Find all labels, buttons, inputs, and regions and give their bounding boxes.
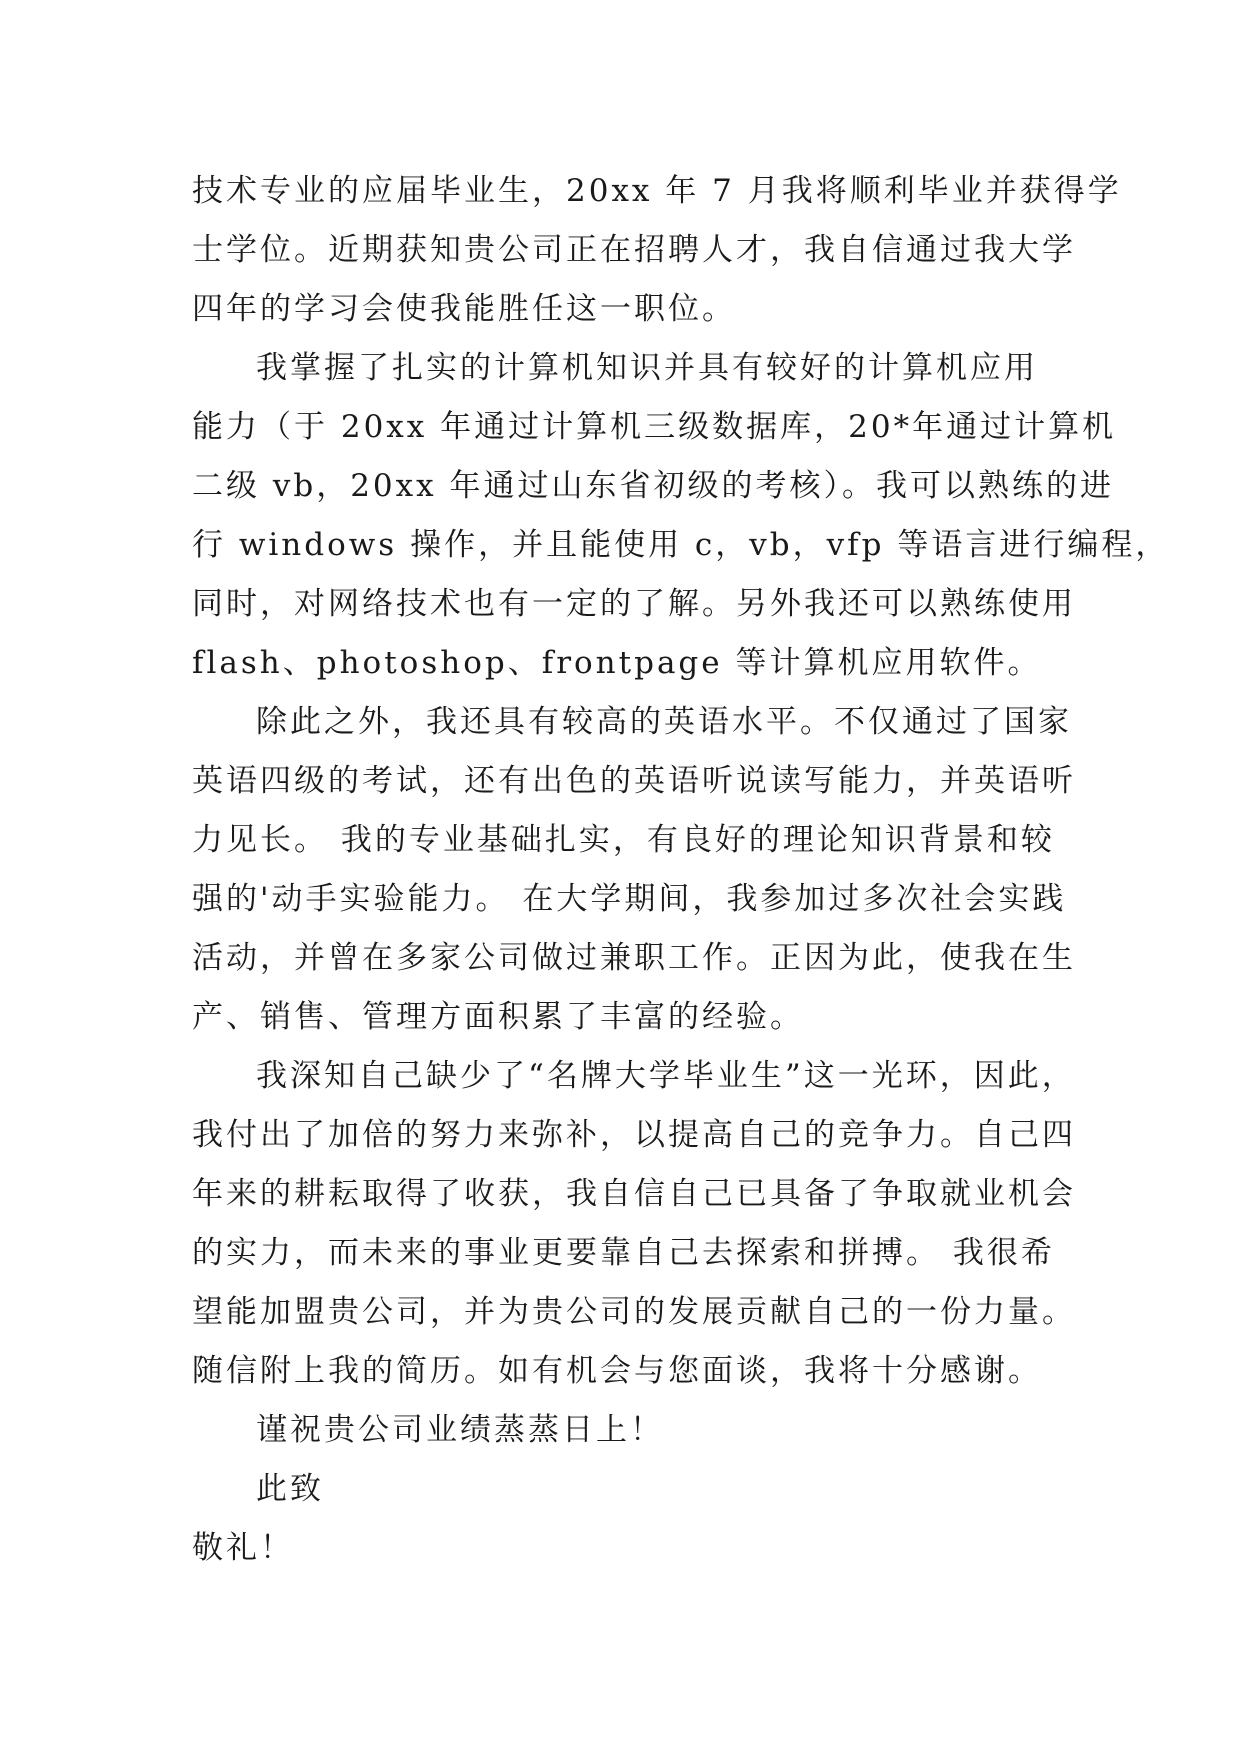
closing-salutation: 此致 (256, 1471, 324, 1507)
text-line: 强的'动手实验能力。 在大学期间，我参加过多次社会实践 (192, 881, 1067, 917)
text-line: 技术专业的应届毕业生，20xx 年 7 月我将顺利毕业并获得学 (192, 173, 1122, 209)
text-line: 望能加盟贵公司，并为贵公司的发展贡献自己的一份力量。 (192, 1294, 1076, 1330)
text-line: 年来的耕耘取得了收获，我自信自己已具备了争取就业机会 (192, 1176, 1076, 1212)
text-line: 四年的学习会使我能胜任这一职位。 (192, 291, 736, 327)
text-line: 能力（于 20xx 年通过计算机三级数据库，20*年通过计算机 (192, 409, 1117, 445)
text-line: 的实力，而未来的事业更要靠自己去探索和拼搏。 我很希 (192, 1235, 1055, 1271)
paragraph-start-line: 我深知自己缺少了“名牌大学毕业生”这一光环，因此， (256, 1058, 1076, 1094)
text-line: 同时，对网络技术也有一定的了解。另外我还可以熟练使用 (192, 586, 1076, 622)
text-line: 随信附上我的简历。如有机会与您面谈，我将十分感谢。 (192, 1353, 1042, 1389)
text-line: 活动，并曾在多家公司做过兼职工作。正因为此，使我在生 (192, 940, 1076, 976)
text-line: 二级 vb，20xx 年通过山东省初级的考核）。我可以熟练的进 (192, 468, 1114, 504)
text-line: 我付出了加倍的努力来弥补，以提高自己的竞争力。自己四 (192, 1117, 1076, 1153)
text-line: 士学位。近期获知贵公司正在招聘人才，我自信通过我大学 (192, 232, 1076, 268)
paragraph-start-line: 除此之外，我还具有较高的英语水平。不仅通过了国家 (256, 704, 1072, 740)
text-line: 行 windows 操作，并且能使用 c，vb，vfp 等语言进行编程， (192, 527, 1170, 563)
text-line: 产、销售、管理方面积累了丰富的经验。 (192, 999, 804, 1035)
text-line: 英语四级的考试，还有出色的英语听说读写能力，并英语听 (192, 763, 1076, 799)
paragraph-start-line: 我掌握了扎实的计算机知识并具有较好的计算机应用 (256, 350, 1038, 386)
text-line: 力见长。 我的专业基础扎实，有良好的理论知识背景和较 (192, 822, 1055, 858)
closing-regards: 敬礼！ (192, 1530, 294, 1566)
letter-body (192, 162, 1170, 1578)
text-line: flash、photoshop、frontpage 等计算机应用软件。 (192, 645, 1042, 681)
closing-wish: 谨祝贵公司业绩蒸蒸日上！ (256, 1412, 664, 1448)
